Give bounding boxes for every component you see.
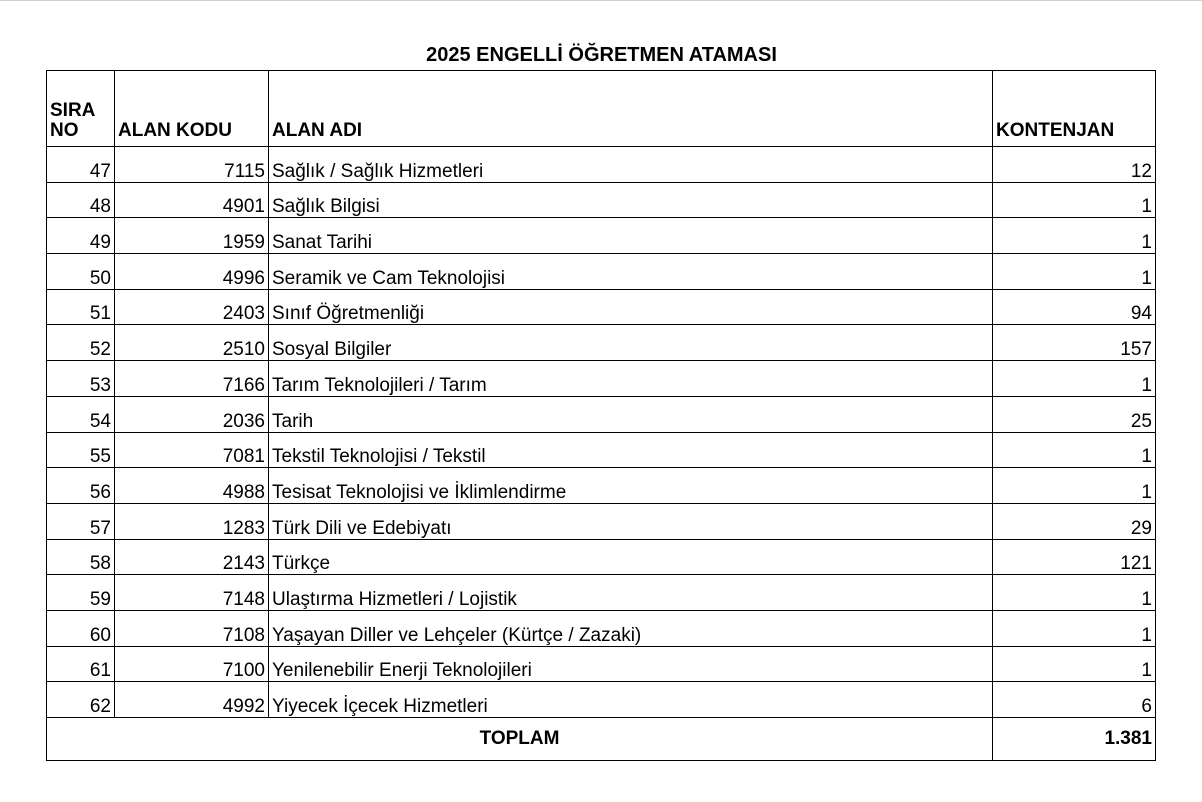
table-row: [47, 468, 1156, 504]
table-row: [47, 361, 1156, 397]
cell-kontenjan: 1: [993, 182, 1156, 218]
cell-alan-kodu: 4988: [115, 468, 269, 504]
cell-kontenjan: 6: [993, 682, 1156, 718]
table-row: [47, 539, 1156, 575]
cell-alan-kodu: 7115: [115, 147, 269, 183]
cell-sira-no: 51: [47, 289, 115, 325]
cell-alan-adi: Sınıf Öğretmenliği: [269, 289, 993, 325]
cell-alan-kodu: 7166: [115, 361, 269, 397]
table-row: [47, 218, 1156, 254]
table-row: [47, 432, 1156, 468]
total-label: TOPLAM: [47, 718, 993, 761]
cell-alan-kodu: 7100: [115, 646, 269, 682]
cell-alan-kodu: 7081: [115, 432, 269, 468]
cell-alan-adi: Tarih: [269, 396, 993, 432]
cell-sira-no: 59: [47, 575, 115, 611]
cell-alan-adi: Sağlık Bilgisi: [269, 182, 993, 218]
cell-alan-adi: Tesisat Teknolojisi ve İklimlendirme: [269, 468, 993, 504]
cell-sira-no: 48: [47, 182, 115, 218]
cell-sira-no: 58: [47, 539, 115, 575]
cell-kontenjan: 1: [993, 432, 1156, 468]
cell-sira-no: 60: [47, 610, 115, 646]
table-row: [47, 182, 1156, 218]
cell-alan-kodu: 4992: [115, 682, 269, 718]
cell-alan-adi: Yenilenebilir Enerji Teknolojileri: [269, 646, 993, 682]
cell-alan-kodu: 1283: [115, 503, 269, 539]
cell-alan-adi: Türkçe: [269, 539, 993, 575]
column-header-alan-adi: ALAN ADI: [269, 71, 993, 147]
document-title: 2025 ENGELLİ ÖĞRETMEN ATAMASI: [426, 44, 777, 66]
table-row: [47, 503, 1156, 539]
column-header-alan-kodu: ALAN KODU: [115, 71, 269, 147]
cell-alan-kodu: 2403: [115, 289, 269, 325]
cell-alan-adi: Sanat Tarihi: [269, 218, 993, 254]
table-row: [47, 289, 1156, 325]
cell-alan-adi: Seramik ve Cam Teknolojisi: [269, 254, 993, 290]
column-header-sira-no-line1: SIRA: [50, 100, 96, 121]
cell-alan-adi: Türk Dili ve Edebiyatı: [269, 503, 993, 539]
cell-sira-no: 53: [47, 361, 115, 397]
cell-sira-no: 55: [47, 432, 115, 468]
page-top-divider: [0, 0, 1202, 1]
table-row: [47, 575, 1156, 611]
cell-kontenjan: 1: [993, 361, 1156, 397]
table-row: [47, 254, 1156, 290]
total-value: 1.381: [993, 718, 1156, 761]
cell-sira-no: 61: [47, 646, 115, 682]
cell-alan-kodu: 1959: [115, 218, 269, 254]
cell-kontenjan: 1: [993, 646, 1156, 682]
cell-alan-adi: Sağlık / Sağlık Hizmetleri: [269, 147, 993, 183]
cell-alan-adi: Yaşayan Diller ve Lehçeler (Kürtçe / Zazaki): [269, 610, 993, 646]
table-header-row: [47, 71, 1156, 147]
cell-sira-no: 57: [47, 503, 115, 539]
cell-kontenjan: 1: [993, 254, 1156, 290]
cell-kontenjan: 94: [993, 289, 1156, 325]
cell-sira-no: 54: [47, 396, 115, 432]
cell-alan-adi: Ulaştırma Hizmetleri / Lojistik: [269, 575, 993, 611]
table-row: [47, 147, 1156, 183]
cell-sira-no: 52: [47, 325, 115, 361]
cell-sira-no: 49: [47, 218, 115, 254]
cell-kontenjan: 1: [993, 575, 1156, 611]
cell-alan-kodu: 2036: [115, 396, 269, 432]
cell-kontenjan: 1: [993, 610, 1156, 646]
cell-kontenjan: 1: [993, 218, 1156, 254]
column-header-sira-no: [47, 71, 115, 147]
cell-kontenjan: 25: [993, 396, 1156, 432]
cell-sira-no: 56: [47, 468, 115, 504]
cell-alan-adi: Tekstil Teknolojisi / Tekstil: [269, 432, 993, 468]
table-row: [47, 325, 1156, 361]
column-header-sira-no-line2: NO: [50, 120, 79, 141]
total-row: [47, 718, 1156, 761]
cell-alan-kodu: 7148: [115, 575, 269, 611]
cell-kontenjan: 157: [993, 325, 1156, 361]
table-row: [47, 682, 1156, 718]
cell-alan-adi: Sosyal Bilgiler: [269, 325, 993, 361]
cell-alan-kodu: 4996: [115, 254, 269, 290]
table-row: [47, 396, 1156, 432]
cell-kontenjan: 12: [993, 147, 1156, 183]
cell-alan-adi: Tarım Teknolojileri / Tarım: [269, 361, 993, 397]
cell-alan-adi: Yiyecek İçecek Hizmetleri: [269, 682, 993, 718]
table-row: [47, 610, 1156, 646]
cell-kontenjan: 29: [993, 503, 1156, 539]
cell-alan-kodu: 2143: [115, 539, 269, 575]
cell-sira-no: 62: [47, 682, 115, 718]
cell-alan-kodu: 2510: [115, 325, 269, 361]
cell-alan-kodu: 4901: [115, 182, 269, 218]
cell-alan-kodu: 7108: [115, 610, 269, 646]
column-header-kontenjan: KONTENJAN: [993, 71, 1156, 147]
cell-kontenjan: 1: [993, 468, 1156, 504]
table-row: [47, 646, 1156, 682]
cell-sira-no: 50: [47, 254, 115, 290]
cell-sira-no: 47: [47, 147, 115, 183]
cell-kontenjan: 121: [993, 539, 1156, 575]
assignment-quota-table: [46, 70, 1156, 761]
